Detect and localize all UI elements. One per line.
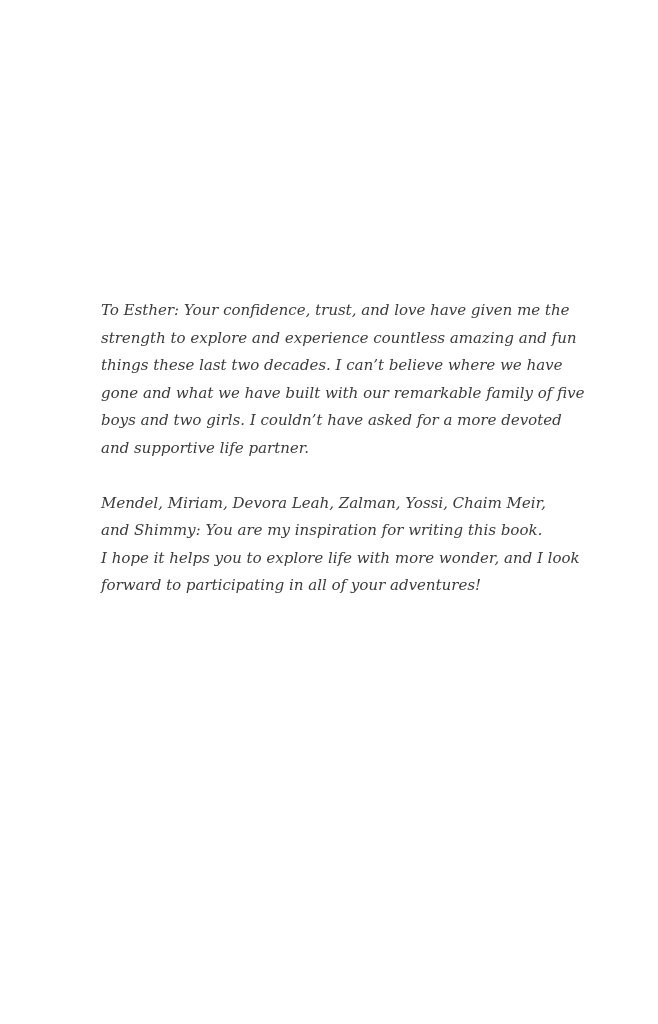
text-line: strength to explore and experience countless amazing and fun (101, 328, 577, 347)
dedication-text (101, 297, 585, 600)
dedication-paragraph-children (101, 490, 580, 600)
text-line: and Shimmy: You are my inspiration for writing this book. (101, 521, 543, 539)
text-line: I hope it helps you to explore life with more wonder, and I look (101, 548, 580, 567)
text-line: To Esther: Your confidence, trust, and love have given me the (101, 301, 570, 319)
text-line: Mendel, Miriam, Devora Leah, Zalman, Yossi, Chaim Meir, (101, 493, 546, 512)
text-line: forward to participating in all of your adventures! (101, 576, 482, 594)
text-line: and supportive life partner. (101, 438, 310, 457)
text-line: things these last two decades. I can’t believe where we have (101, 356, 563, 374)
dedication-paragraph-esther (101, 297, 585, 462)
text-line: boys and two girls. I couldn’t have asked for a more devoted (101, 411, 562, 429)
text-line: gone and what we have built with our remarkable family of five (101, 383, 585, 402)
